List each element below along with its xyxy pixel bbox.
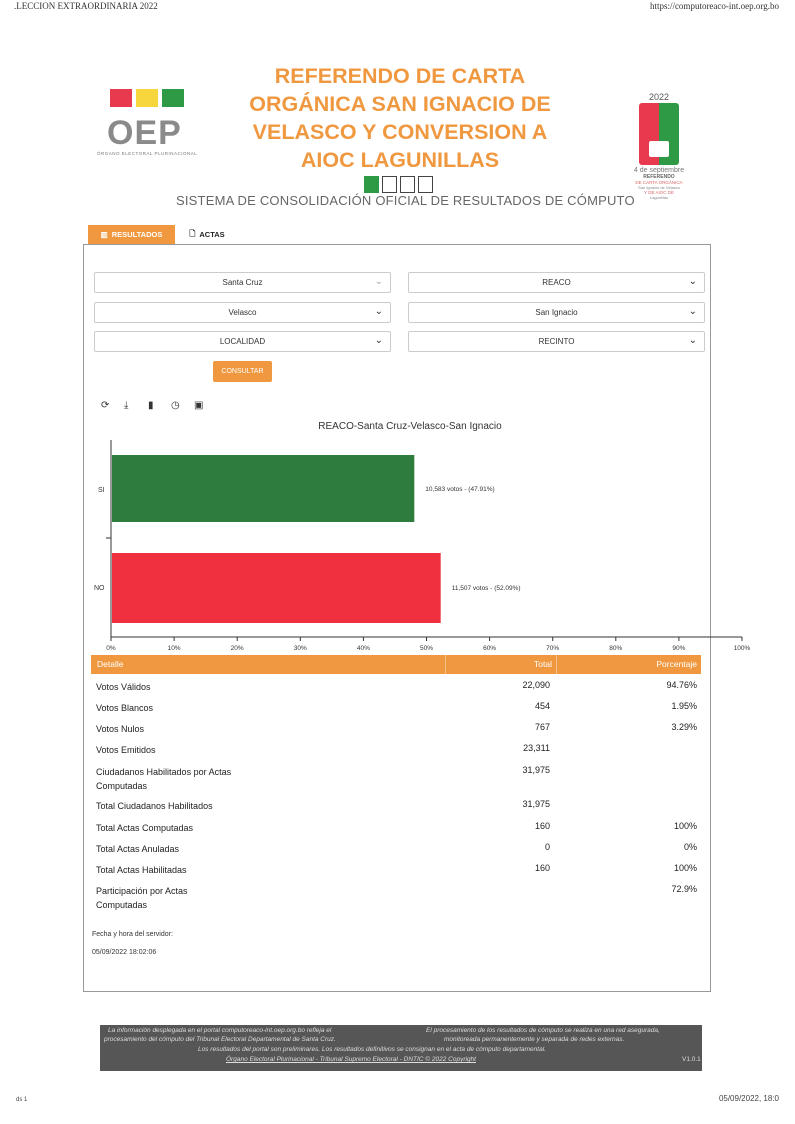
- site-footer: [100, 1025, 702, 1071]
- row-total: 160: [534, 821, 550, 831]
- chevron-down-icon: ⌄: [374, 276, 383, 287]
- oep-logo-subtitle: ÓRGANO ELECTORAL PLURINACIONAL: [97, 151, 198, 156]
- row-percent: 94.76%: [666, 680, 697, 690]
- chart-icon: ▥: [100, 230, 108, 239]
- chevron-down-icon: ⌄: [374, 306, 383, 317]
- refresh-icon[interactable]: ⟳: [101, 400, 110, 411]
- row-label: Total Actas Computadas: [96, 823, 194, 833]
- row-percent: 100%: [673, 863, 697, 873]
- select-value: Velasco: [228, 308, 257, 317]
- row-label: Votos Válidos: [96, 682, 151, 692]
- results-table-header: [91, 655, 701, 674]
- title-line: VELASCO Y CONVERSION A: [252, 120, 548, 144]
- logo-line: Lagunillas: [649, 195, 668, 200]
- row-label: Total Actas Habilitadas: [96, 865, 187, 875]
- print-footer-left: ds 1: [16, 1097, 28, 1103]
- x-tick-label: 50%: [419, 645, 433, 652]
- camera-icon[interactable]: ▣: [194, 400, 204, 411]
- chart-title: REACO-Santa Cruz-Velasco-San Ignacio: [318, 421, 502, 432]
- x-tick-label: 0%: [106, 645, 116, 652]
- logo-line: REFERENDO: [643, 174, 675, 180]
- logo-line: Y DE AIOC DE: [644, 190, 674, 195]
- select-value: REACO: [542, 278, 571, 287]
- footer-copyright-link[interactable]: Órgano Electoral Plurinacional - Tribunal Supremo Electoral - DNTIC © 2022 Copyright: [226, 1056, 476, 1063]
- bar-chart-icon[interactable]: ▮: [148, 400, 154, 411]
- logo-line: San Ignacio de Velasco: [638, 185, 680, 190]
- title-line: REFERENDO DE CARTA: [274, 64, 526, 88]
- row-total: 22,090: [522, 680, 550, 690]
- category-label-no: NO: [94, 585, 105, 592]
- footer-text: monitoreada permanentemente y separada de redes externas.: [444, 1036, 625, 1043]
- footer-version: V1.0.1: [682, 1056, 701, 1063]
- row-label: Participación por Actas Computadas: [96, 886, 188, 910]
- x-tick-label: 80%: [609, 645, 623, 652]
- server-time-value: 05/09/2022 18:02:06: [92, 949, 157, 956]
- footer-text: procesamiento del cómputo del Tribunal Electoral Departamental de Santa Cruz.: [104, 1036, 336, 1043]
- bar-no: [112, 553, 441, 623]
- x-tick-label: 40%: [356, 645, 370, 652]
- header-detalle: Detalle: [97, 659, 124, 669]
- x-tick-label: 100%: [733, 645, 751, 652]
- print-header-left: .LECCION EXTRAORDINARIA 2022: [14, 1, 158, 11]
- system-subtitle: SISTEMA DE CONSOLIDACIÓN OFICIAL DE RESULTADOS DE CÓMPUTO: [176, 193, 635, 208]
- consultar-button[interactable]: CONSULTAR: [213, 361, 272, 382]
- x-tick-label: 30%: [293, 645, 307, 652]
- chevron-down-icon: ⌄: [688, 306, 697, 317]
- x-tick-label: 70%: [546, 645, 560, 652]
- chevron-down-icon: ⌄: [374, 335, 383, 346]
- download-icon[interactable]: ⤓: [124, 400, 129, 411]
- select-value: Santa Cruz: [222, 278, 263, 287]
- header-porcentaje: Porcentaje: [656, 659, 697, 669]
- oep-logo-text: OEP: [107, 114, 182, 152]
- row-percent: 0%: [683, 842, 697, 852]
- row-label: Total Ciudadanos Habilitados: [96, 801, 213, 811]
- select-value: RECINTO: [538, 337, 575, 346]
- chevron-down-icon: ⌄: [688, 276, 697, 287]
- print-footer-right: 05/09/2022, 18:0: [718, 1094, 779, 1103]
- x-tick-label: 90%: [672, 645, 686, 652]
- column-divider: [556, 655, 557, 674]
- x-tick-label: 10%: [167, 645, 181, 652]
- column-divider: [445, 655, 446, 674]
- row-label: Ciudadanos Habilitados por Actas Computadas: [96, 767, 232, 791]
- footer-text: El procesamiento de los resultados de cómputo se realiza en una red asegurada,: [426, 1027, 660, 1034]
- x-tick-label: 60%: [483, 645, 497, 652]
- footer-text: Los resultados del portal son preliminares. Los resultados definitivos se consignan en el acta de cómputo departamental.: [198, 1046, 546, 1053]
- select-value: LOCALIDAD: [219, 337, 266, 346]
- select-value: San Ignacio: [535, 308, 578, 317]
- tab-label: ACTAS: [199, 230, 225, 239]
- row-total: 0: [544, 842, 550, 852]
- row-total: 767: [534, 722, 550, 732]
- row-total: 23,311: [523, 743, 550, 753]
- row-total: 31,975: [522, 799, 550, 809]
- row-percent: 72.9%: [671, 884, 697, 894]
- header-total: Total: [534, 659, 552, 669]
- title-line: ORGÁNICA SAN IGNACIO DE: [249, 92, 551, 116]
- row-total: 160: [534, 863, 550, 873]
- clock-icon[interactable]: ◷: [171, 400, 180, 411]
- row-percent: 1.95%: [671, 701, 697, 711]
- bar-label-no: 11,507 votos - (52.09%): [451, 585, 521, 592]
- bar-si: [112, 455, 414, 522]
- row-total: 454: [534, 701, 550, 711]
- footer-text: La información desplegada en el portal computoreaco-int.oep.org.bo refleja el: [108, 1027, 332, 1034]
- category-label-si: SI: [98, 487, 105, 494]
- print-header-url: https://computoreaco-int.oep.org.bo: [649, 1, 779, 11]
- row-label: Votos Emitidos: [96, 745, 156, 755]
- document-icon: 🗋: [189, 229, 196, 238]
- row-total: 31,975: [522, 765, 550, 775]
- logo-year: 2022: [648, 92, 670, 102]
- row-percent: 3.29%: [671, 722, 697, 732]
- logo-line: DE CARTA ORGÁNICA: [635, 180, 683, 185]
- row-label: Votos Nulos: [96, 724, 145, 734]
- bar-label-si: 10,583 votos - (47.91%): [425, 486, 495, 493]
- row-label: Total Actas Anuladas: [96, 844, 180, 854]
- tab-label: RESULTADOS: [111, 230, 163, 239]
- chevron-down-icon: ⌄: [688, 335, 697, 346]
- title-line: AIOC LAGUNILLAS: [300, 148, 500, 172]
- row-percent: 100%: [673, 821, 697, 831]
- server-time-label: Fecha y hora del servidor:: [92, 931, 173, 938]
- x-tick-label: 20%: [230, 645, 244, 652]
- logo-date: 4 de septiembre: [633, 167, 685, 174]
- row-label: Votos Blancos: [96, 703, 154, 713]
